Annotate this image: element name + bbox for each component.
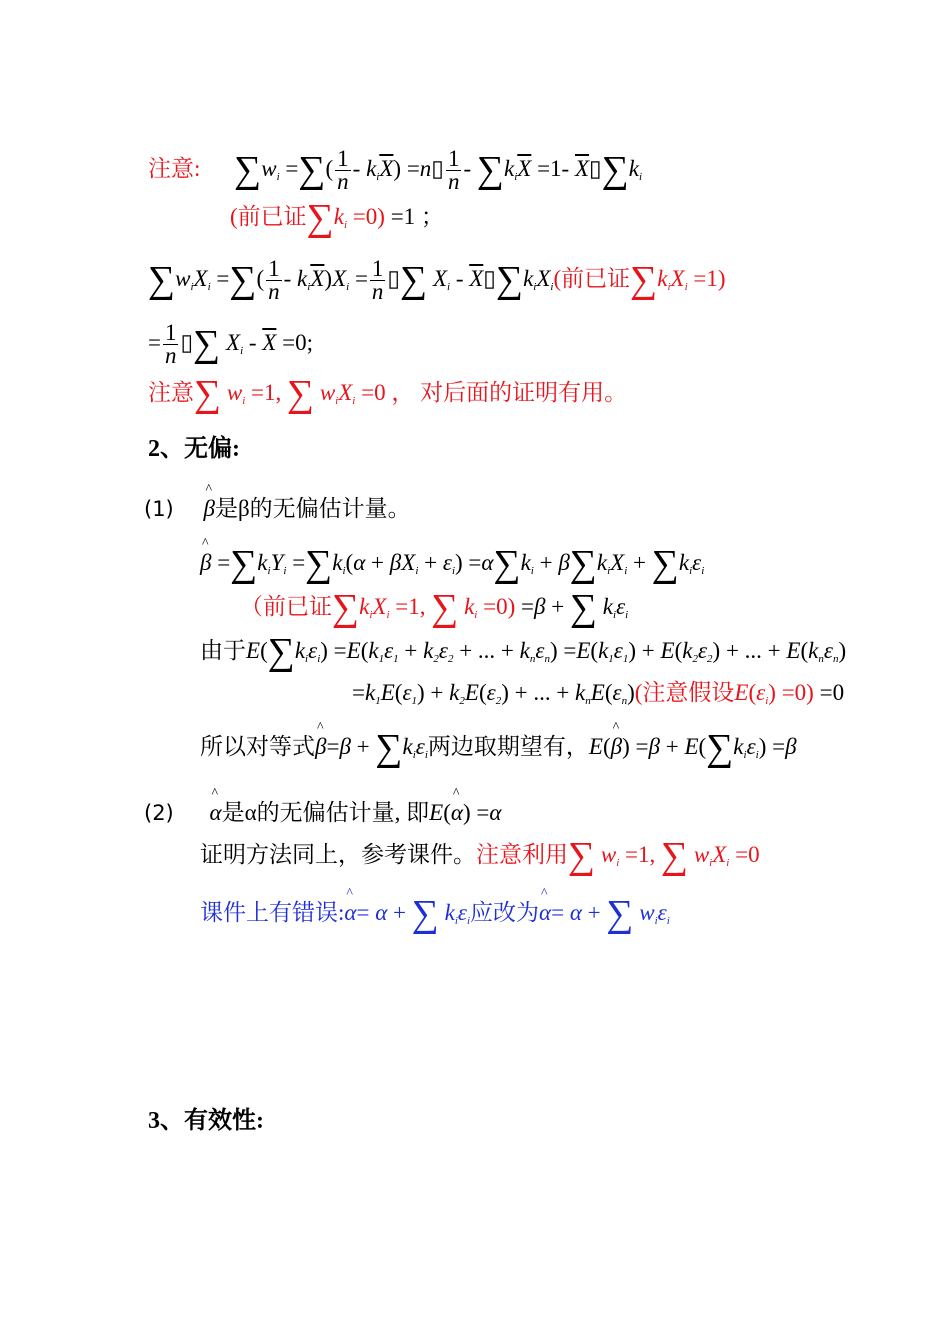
courseware-error-text: 课件上有错误: <box>200 900 345 925</box>
section-3-title: 3、有效性: <box>148 1108 264 1134</box>
formula-expectation: 由于$E(\sum k_i\varepsilon_i) =E(k_1\varepsilon_1 + k_2\varepsilon_2$ + ... + $k_n\varepsilon_n) =E(k_1\varepsilon_1) + E(k_2\varepsilon_2)$ + ... + $E(k_n\varepsilon_n)$ <box>200 631 847 673</box>
item-1-label: (1) <box>144 497 174 521</box>
formula-beta-hat: ^ $\beta =\sum k_iY_i =\sum k_i(\alpha + \beta X_i + \varepsilon_i) =\alpha\sum k_i + \beta\sum k_iX_i + \sum k_i\varepsilon_i$ <box>200 548 704 586</box>
prev-proved-label-2: (前已证 <box>553 265 631 291</box>
formula-line-zero: = $\frac{1}{n}$ ▯∑ $X_i - \overline{X} =0$; <box>148 320 313 368</box>
both-sides-label: 两边取期望有， <box>427 734 589 759</box>
formula-expectation-2: $=k_1E(\varepsilon_1) + k_2E(\varepsilon_2)$ + ... + $k_nE(\varepsilon_n)$(注意假设$E(\varepsilon_i) =0) =0$ <box>352 680 845 707</box>
note-use-text: 注意利用 <box>476 842 568 867</box>
assumption-note: (注意假设 <box>634 680 735 705</box>
formula-line-sum-k: (前已证$\sum k_i =0) =1$ ； <box>230 197 444 239</box>
courseware-error-line: 课件上有错误:^ α= α + ∑ $k_i\varepsilon_i$应改为^ α= α + ∑ $w_i\varepsilon_i$ <box>200 898 670 936</box>
proof-same-text: 证明方法同上，参考课件。 <box>200 842 476 867</box>
section-2-title: 2、无偏: <box>148 436 240 462</box>
prev-proved-label: (前已证 <box>230 204 307 229</box>
therefore-label: 所以对等式 <box>200 734 315 759</box>
item-2-line: (2) ^ α是α的无偏估计量, 即E(^ α) =α <box>144 798 501 828</box>
note2-prefix: 注意 <box>148 380 194 405</box>
item-1-line: (1) ^ β是β的无偏估计量。 <box>144 494 411 524</box>
formula-beta-result: （前已证$\sum k_iX_i =1$, ∑ $k_i =0) =\beta$ + ∑ $k_i\varepsilon_i$ <box>240 587 629 629</box>
formula-conclusion-beta: 所以对等式^ $\beta=\beta + \sum k_i\varepsilon_i$两边取期望有，E(^ $\beta) =\beta + E(\sum k_i\varepsilon_i) =\beta$ <box>200 732 797 770</box>
item-2-label: (2) <box>144 801 174 825</box>
note-line-w: 注意∑ $w_i =1$, ∑ $w_iX_i =0$ ， 对后面的证明有用。 <box>148 373 628 415</box>
note2-suffix: ， 对后面的证明有用。 <box>391 380 628 405</box>
item-1-text: 是β的无偏估计量。 <box>214 496 411 521</box>
item-2-text: 是α的无偏估计量, 即 <box>221 800 430 825</box>
should-be-text: 应改为 <box>470 900 540 925</box>
note-label: 注意: <box>148 155 201 181</box>
prev-proved-label-3: （前已证 <box>240 594 332 619</box>
because-label: 由于 <box>200 638 246 663</box>
proof-same-line: 证明方法同上，参考课件。注意利用∑ $w_i =1$, ∑ $w_iX_i =0$ <box>200 835 760 877</box>
semicolon: ； <box>420 204 444 229</box>
formula-line-sum-wx: $\sum w_iX_i$ =∑( $\frac{1}{n}$ - $k_i\overline{X})X_i$ = $\frac{1}{n}$ ▯∑ $X_i$ - $\overline{X}▯\sum k_iX_i$(前已证$\sum k_iX_i =1$) <box>148 256 726 304</box>
formula-line-sum-w: 注意: $\sum w_i$ =∑( $\frac{1}{n}$ - $k_i\overline{X}$) =n▯ $\frac{1}{n}$ - $\sum k_i\overline{X} =1-$ $\overline{X}▯\sum k_i$ <box>148 146 643 194</box>
